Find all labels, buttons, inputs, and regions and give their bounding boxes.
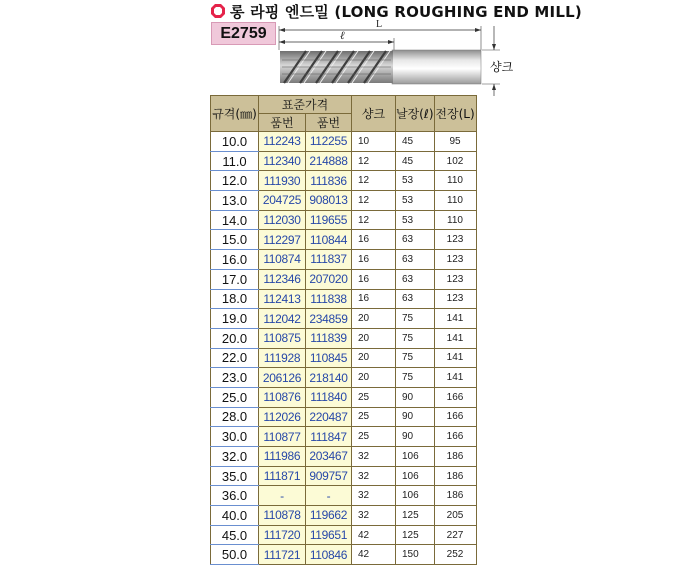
table-row [211,427,477,447]
cell-part-no-1: 111930 [259,171,306,191]
table-row [211,230,477,250]
cell-part-no-2: 111839 [306,328,352,348]
header-part-no-2: 품번 [306,114,352,132]
table-row [211,368,477,388]
cell-flute-length: 125 [396,525,435,545]
cell-total-length: 123 [434,250,476,270]
cell-total-length: 227 [434,525,476,545]
cell-flute-length: 75 [396,348,435,368]
cell-size: 20.0 [211,328,259,348]
table-row [211,348,477,368]
header-total-length: 전장(L) [434,96,476,132]
cell-part-no-2: 234859 [306,309,352,329]
cell-total-length: 110 [434,191,476,211]
cell-flute-length: 53 [396,210,435,230]
table-row [211,387,477,407]
spec-table-body [211,132,477,565]
cell-part-no-2: 110845 [306,348,352,368]
cell-flute-length: 63 [396,250,435,270]
cell-total-length: 166 [434,407,476,427]
cell-part-no-2: 218140 [306,368,352,388]
cell-part-no-1: 112026 [259,407,306,427]
cell-flute-length: 75 [396,328,435,348]
header-shank: 샹크 [352,96,396,132]
product-code-badge: E2759 [211,22,276,45]
cell-size: 30.0 [211,427,259,447]
cell-total-length: 252 [434,545,476,565]
cell-size: 32.0 [211,447,259,467]
cell-flute-length: 106 [396,447,435,467]
cell-flute-length: 90 [396,387,435,407]
cell-flute-length: 75 [396,309,435,329]
cell-size: 11.0 [211,151,259,171]
cell-total-length: 123 [434,269,476,289]
cell-total-length: 102 [434,151,476,171]
header-part-no-1: 품번 [259,114,306,132]
table-row [211,466,477,486]
cell-shank: 20 [352,309,396,329]
cell-part-no-2: 111840 [306,387,352,407]
table-row [211,407,477,427]
table-row [211,486,477,506]
cell-part-no-1: 112297 [259,230,306,250]
cell-flute-length: 125 [396,506,435,526]
table-row [211,545,477,565]
cell-shank: 16 [352,250,396,270]
cell-total-length: 205 [434,506,476,526]
table-row [211,171,477,191]
cell-shank: 25 [352,387,396,407]
shank-dimension-label: 샹크 [490,60,514,74]
title-row [210,1,582,21]
table-row [211,210,477,230]
cell-part-no-2: 111838 [306,289,352,309]
cell-part-no-1: 111928 [259,348,306,368]
cell-part-no-2: 111836 [306,171,352,191]
cell-size: 16.0 [211,250,259,270]
cell-flute-length: 53 [396,171,435,191]
cell-total-length: 123 [434,289,476,309]
cell-part-no-2: 908013 [306,191,352,211]
cell-flute-length: 45 [396,132,435,152]
table-row [211,151,477,171]
cell-size: 35.0 [211,466,259,486]
table-row [211,525,477,545]
cell-part-no-2: 909757 [306,466,352,486]
cell-part-no-2: 111837 [306,250,352,270]
cell-total-length: 166 [434,387,476,407]
cell-shank: 42 [352,525,396,545]
cell-shank: 16 [352,269,396,289]
cell-total-length: 110 [434,171,476,191]
table-row [211,309,477,329]
cell-flute-length: 45 [396,151,435,171]
cell-part-no-1: 110875 [259,328,306,348]
cell-shank: 32 [352,466,396,486]
cell-flute-length: 150 [396,545,435,565]
cell-part-no-1: 110876 [259,387,306,407]
cell-size: 17.0 [211,269,259,289]
cell-part-no-1: 111986 [259,447,306,467]
cell-shank: 42 [352,545,396,565]
cell-shank: 12 [352,210,396,230]
cell-shank: 20 [352,328,396,348]
cell-shank: 12 [352,191,396,211]
dimension-L-label: L [376,20,383,30]
cell-flute-length: 75 [396,368,435,388]
cell-total-length: 141 [434,309,476,329]
cell-total-length: 141 [434,348,476,368]
cell-total-length: 186 [434,486,476,506]
cell-shank: 16 [352,230,396,250]
cell-flute-length: 53 [396,191,435,211]
header-flute-length: 날장(ℓ) [396,96,435,132]
cell-part-no-2: 110844 [306,230,352,250]
cell-size: 28.0 [211,407,259,427]
cell-shank: 12 [352,171,396,191]
cell-size: 50.0 [211,545,259,565]
cell-size: 40.0 [211,506,259,526]
cell-shank: 12 [352,151,396,171]
cell-part-no-1: 110878 [259,506,306,526]
cell-shank: 10 [352,132,396,152]
table-row [211,132,477,152]
cell-size: 12.0 [211,171,259,191]
page-title: 롱 라핑 엔드밀 (LONG ROUGHING END MILL) [230,2,582,21]
cell-total-length: 141 [434,368,476,388]
cell-total-length: 110 [434,210,476,230]
cell-total-length: 123 [434,230,476,250]
cell-part-no-1: 110874 [259,250,306,270]
end-mill-drawing [276,20,516,98]
cell-part-no-2: - [306,486,352,506]
cell-part-no-2: 110846 [306,545,352,565]
table-row [211,289,477,309]
cell-total-length: 186 [434,466,476,486]
cell-part-no-1: 112243 [259,132,306,152]
cell-shank: 20 [352,368,396,388]
cell-total-length: 95 [434,132,476,152]
cell-part-no-2: 203467 [306,447,352,467]
cell-flute-length: 90 [396,427,435,447]
cell-shank: 20 [352,348,396,368]
cell-part-no-1: 112346 [259,269,306,289]
cell-part-no-2: 119655 [306,210,352,230]
cell-part-no-1: 111721 [259,545,306,565]
cell-part-no-2: 207020 [306,269,352,289]
cell-size: 18.0 [211,289,259,309]
cell-flute-length: 63 [396,269,435,289]
table-row [211,328,477,348]
table-row [211,191,477,211]
table-row [211,269,477,289]
cell-size: 22.0 [211,348,259,368]
cell-size: 25.0 [211,387,259,407]
cell-part-no-1: 206126 [259,368,306,388]
cell-part-no-1: 112030 [259,210,306,230]
cell-flute-length: 106 [396,466,435,486]
table-row [211,250,477,270]
cell-size: 14.0 [211,210,259,230]
cell-part-no-1: 112413 [259,289,306,309]
cell-size: 13.0 [211,191,259,211]
cell-part-no-2: 119662 [306,506,352,526]
cell-part-no-1: 112042 [259,309,306,329]
cell-shank: 25 [352,407,396,427]
cell-part-no-2: 112255 [306,132,352,152]
cell-shank: 25 [352,427,396,447]
cell-flute-length: 63 [396,289,435,309]
table-row [211,447,477,467]
cell-shank: 32 [352,447,396,467]
cell-part-no-2: 111847 [306,427,352,447]
cell-shank: 32 [352,486,396,506]
cell-part-no-1: 111720 [259,525,306,545]
cell-part-no-1: 110877 [259,427,306,447]
header-size: 규격(㎜) [211,96,259,132]
cell-part-no-2: 119651 [306,525,352,545]
spec-table [210,95,477,565]
cell-part-no-1: 111871 [259,466,306,486]
cell-size: 19.0 [211,309,259,329]
cell-shank: 32 [352,506,396,526]
cell-size: 10.0 [211,132,259,152]
cell-total-length: 166 [434,427,476,447]
cell-part-no-1: - [259,486,306,506]
cell-part-no-1: 112340 [259,151,306,171]
cell-size: 36.0 [211,486,259,506]
cell-part-no-2: 214888 [306,151,352,171]
cell-flute-length: 63 [396,230,435,250]
cell-flute-length: 106 [396,486,435,506]
cell-size: 15.0 [211,230,259,250]
table-row [211,506,477,526]
cell-part-no-2: 220487 [306,407,352,427]
cell-flute-length: 90 [396,407,435,427]
cell-part-no-1: 204725 [259,191,306,211]
cell-shank: 16 [352,289,396,309]
cell-total-length: 141 [434,328,476,348]
octagon-bullet-icon [210,3,226,19]
cell-total-length: 186 [434,447,476,467]
dimension-l-label: ℓ [340,30,345,42]
cell-size: 45.0 [211,525,259,545]
cell-size: 23.0 [211,368,259,388]
header-standard-price: 표준가격 [259,96,352,114]
